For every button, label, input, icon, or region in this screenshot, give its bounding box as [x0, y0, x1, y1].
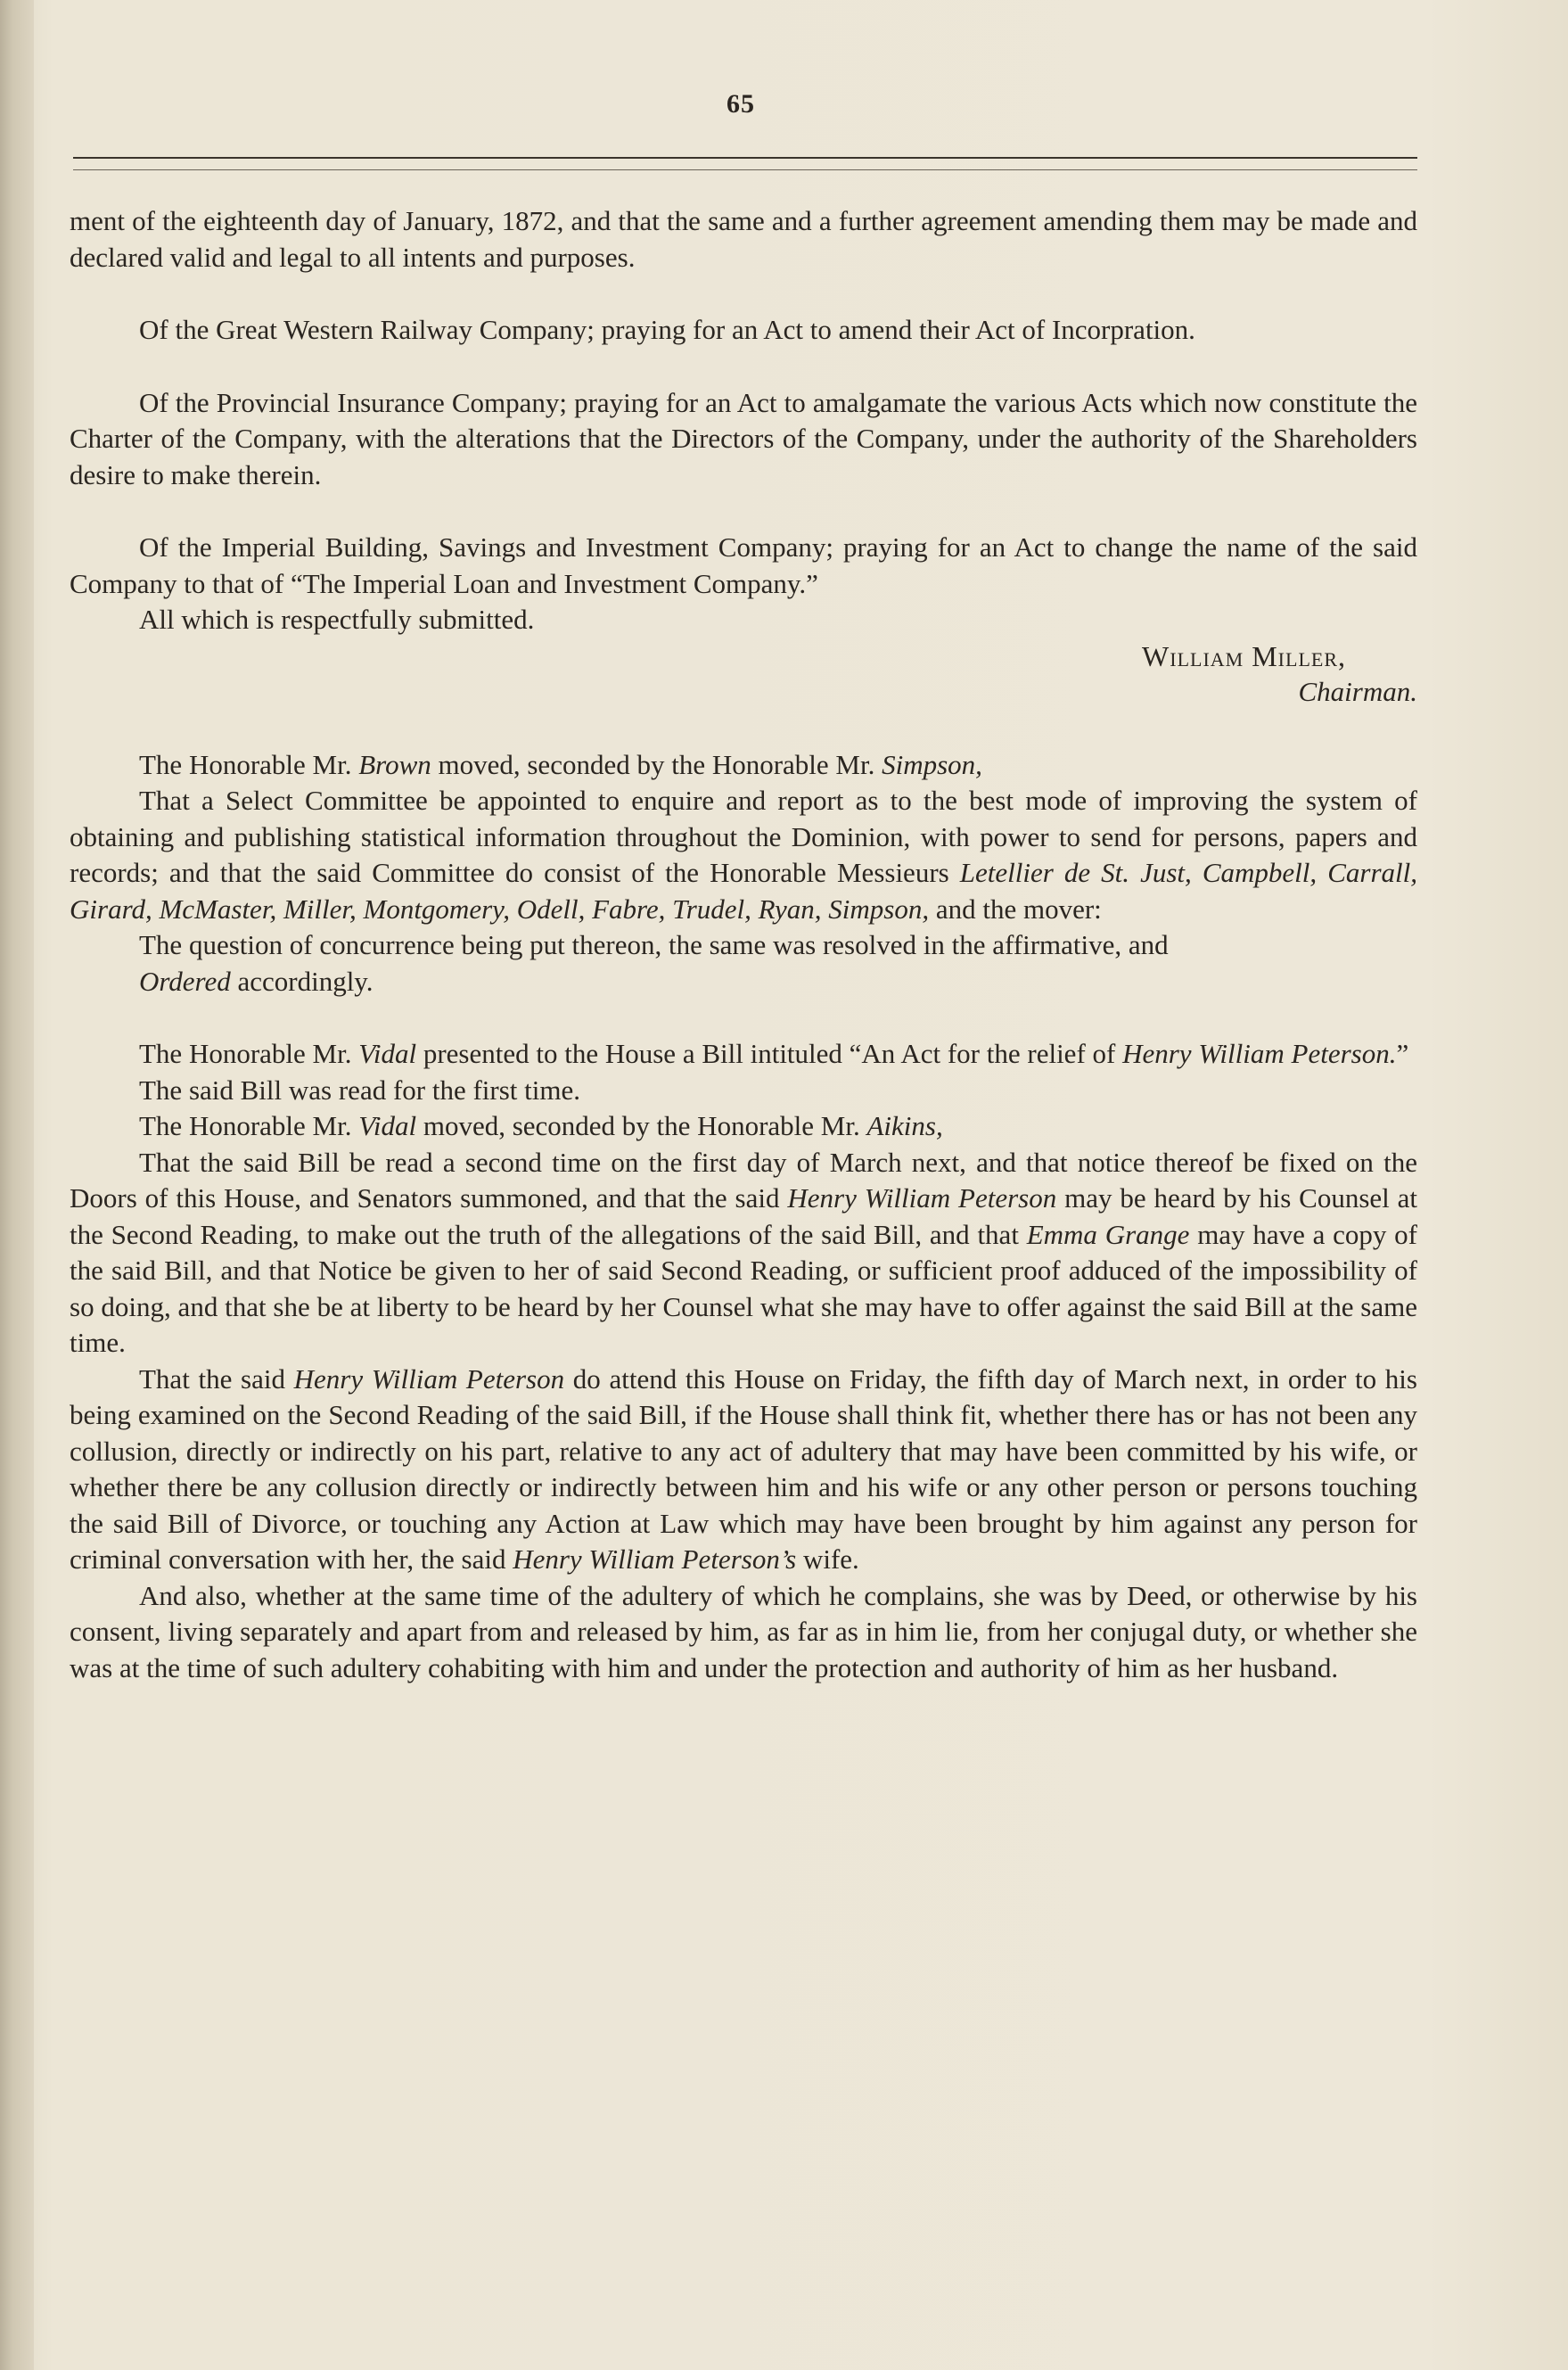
bill-text: presented to the House a Bill intituled “An Act for the relief of — [416, 1038, 1123, 1069]
resolution-text: wife. — [796, 1543, 859, 1575]
paragraph-continued: ment of the eighteenth day of January, 1872, and that the same and a further agreement amending them may be made and declared valid and legal to all intents and purposes. — [70, 205, 1417, 273]
petitioner-name: Henry William Peterson. — [1122, 1038, 1397, 1069]
motion-text: The Honorable Mr. — [139, 748, 359, 780]
mover-name: Brown — [358, 748, 431, 780]
page-number: 65 — [727, 89, 755, 119]
resolution-text: That the said — [139, 1362, 294, 1395]
header-rule-thin — [73, 169, 1417, 170]
resolution-text: That a Select Committee be appointed to enquire and report as to the best mode of improving the system of obtaining and publishing statistical information throughout the Dominion, with power to send for persons, papers and records; and that the said Committee do consist of the Honorable Messieurs — [70, 785, 1417, 888]
resolution-text: may have a copy of the said Bill, and that Notice be given to her of said Second Reading, or sufficient proof adduced of the impossibility of so doing, and that she be at liberty to be heard by her Counsel what she may have to offer against the said Bill at the same time. — [70, 1218, 1418, 1358]
second-reading-resolution — [70, 1145, 1417, 1362]
concurrence-question: The question of concurrence being put thereon, the same was resolved in the affirmative, and — [139, 929, 1169, 960]
resolution-text: do attend this House on Friday, the fifth day of March next, in order to his being examined on the Second Reading of the said Bill, if the House shall think fit, whether there has or has not been any collusion, directly or indirectly on his part, relative to any act of adultery that may have been committed by his wife, or whether there be any collusion directly or indirectly between him and his wife or any other person or persons touching the said Bill of Divorce, or touching any Action at Law which may have been brought by him against any person for criminal conversation with her, the said — [70, 1362, 1417, 1575]
page-body — [70, 203, 1417, 1686]
petitioner-name-possessive: Henry William Peterson’s — [513, 1543, 797, 1575]
presenter-name: Vidal — [358, 1038, 417, 1069]
motion-text: moved, seconded by the Honorable Mr. — [431, 748, 883, 780]
petition-provincial-insurance: Of the Provincial Insurance Company; praying for an Act to amalgamate the various Acts which now constitute the Charter of the Company, with the alterations that the Directors of the Company, under the authority of the Shareholders desire to make therein. — [70, 386, 1417, 490]
resolution-text: may be heard by his Counsel at the Second Reading, to make out the truth of the allegations of the said Bill, and that — [70, 1182, 1417, 1250]
respondent-name: Emma Grange — [1026, 1218, 1190, 1250]
resolution-text: That the said Bill be read a second time on the first day of March next, and that notice thereof be fixed on the Doors of this House, and Senators summoned, and that the said — [70, 1146, 1417, 1214]
attendance-resolution — [70, 1362, 1417, 1578]
submission-line: All which is respectfully submitted. — [139, 604, 535, 635]
ordered-line — [70, 964, 1417, 1000]
bill-presentation — [70, 1036, 1417, 1073]
first-reading: The said Bill was read for the first time. — [139, 1074, 581, 1106]
examination-clause: And also, whether at the same time of the adultery of which he complains, she was by Deed, or otherwise by his consent, living separately and apart from and released by him, as far as in him lie, from her conjugal duty, or whether she was at the time of such adultery cohabiting with him and under the protection and authority of him as her husband. — [70, 1579, 1417, 1683]
petition-imperial-building: Of the Imperial Building, Savings and Investment Company; praying for an Act to change the name of the said Company to that of “The Imperial Loan and Investment Company.” — [70, 531, 1417, 599]
signer-name: William Miller, — [1142, 639, 1346, 672]
bill-text: ” — [1396, 1038, 1409, 1069]
committee-members: Letellier de St. Just, Campbell, Carrall, Girard, McMaster, Miller, Montgomery, Odell, Fabre, Trudel, Ryan, Simpson, — [70, 857, 1417, 925]
petitioner-name: Henry William Peterson — [787, 1182, 1057, 1214]
ordered-rest: accordingly. — [230, 965, 374, 997]
seconder-name: Simpson, — [882, 748, 982, 780]
bill-motion — [70, 1108, 1417, 1145]
mover-name: Vidal — [358, 1110, 417, 1141]
bill-motion-text: The Honorable Mr. — [139, 1110, 359, 1141]
committee-resolution — [70, 783, 1417, 927]
signer-title: Chairman. — [1298, 676, 1417, 707]
bill-text: The Honorable Mr. — [139, 1038, 359, 1069]
petition-great-western: Of the Great Western Railway Company; praying for an Act to amend their Act of Incorpration. — [139, 314, 1195, 345]
binding-edge — [0, 0, 34, 2370]
seconder-name: Aikins, — [866, 1110, 943, 1141]
bill-motion-text: moved, seconded by the Honorable Mr. — [416, 1110, 867, 1141]
header-rule — [73, 157, 1417, 159]
ordered-word: Ordered — [139, 965, 231, 997]
motion-select-committee — [70, 747, 1417, 784]
petitioner-name: Henry William Peterson — [293, 1362, 565, 1395]
resolution-text: and the mover: — [929, 893, 1102, 925]
